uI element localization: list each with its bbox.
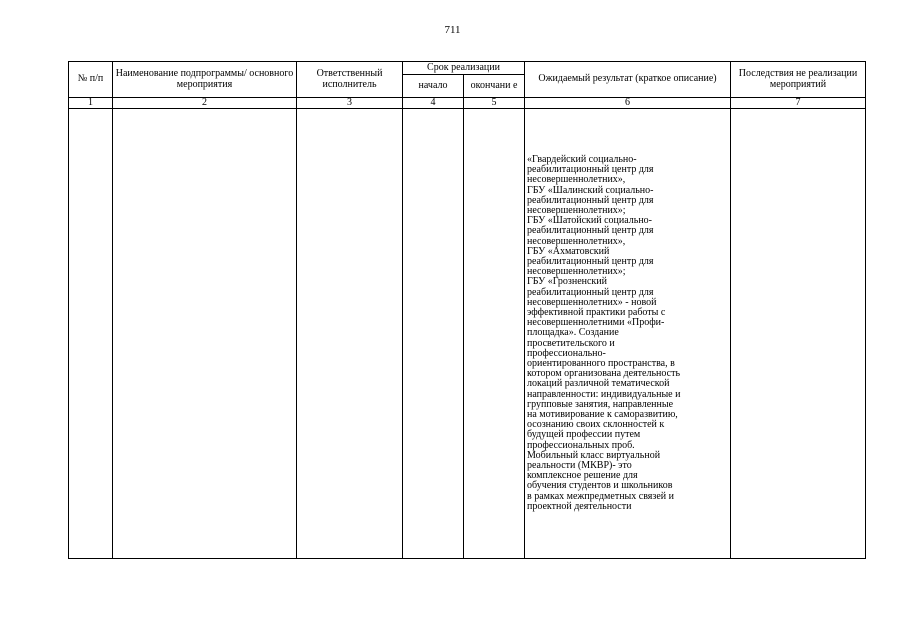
number-cell bbox=[69, 109, 113, 559]
program-activities-table bbox=[68, 61, 866, 559]
consequences-cell bbox=[731, 109, 866, 559]
result-line: реабилитационный центр для bbox=[527, 164, 654, 176]
header-subprogram-name: Наименование подпрограммы/ основного мероприятия bbox=[113, 62, 297, 98]
header-end: окончани е bbox=[464, 75, 525, 98]
header-implementation-term: Срок реализации bbox=[403, 62, 525, 75]
result-line: Мобильный класс виртуальной bbox=[527, 449, 661, 461]
page-number: 711 bbox=[444, 24, 461, 36]
subprogram-name-cell bbox=[113, 109, 297, 559]
result-line: «Гвардейский социально- bbox=[527, 153, 637, 165]
result-line: обучения студентов и школьников bbox=[527, 480, 673, 492]
result-line: несовершеннолетними «Профи- bbox=[527, 317, 665, 329]
result-line: несовершеннолетних» - новой bbox=[527, 296, 657, 308]
result-line: комплексное решение для bbox=[527, 470, 638, 482]
column-number: 1 bbox=[69, 98, 113, 109]
column-number: 5 bbox=[464, 98, 525, 109]
result-line: реабилитационный центр для bbox=[527, 225, 654, 237]
result-line: несовершеннолетних»; bbox=[527, 266, 626, 278]
column-numbers-row bbox=[69, 98, 866, 109]
result-line: несовершеннолетних», bbox=[527, 174, 626, 186]
result-line: направленности: индивидуальные и bbox=[527, 388, 681, 400]
result-line: проектной деятельности bbox=[527, 500, 632, 512]
column-number: 7 bbox=[731, 98, 866, 109]
result-line: групповые занятия, направленные bbox=[527, 398, 674, 410]
result-line: профессиональных проб. bbox=[527, 439, 635, 451]
result-line: котором организована деятельность bbox=[527, 368, 681, 380]
table-row bbox=[69, 109, 866, 559]
header-responsible-executor: Ответственный исполнитель bbox=[297, 62, 403, 98]
result-line: ГБУ «Шалинский социально- bbox=[527, 184, 654, 196]
result-line: площадка». Создание bbox=[527, 327, 619, 339]
result-line: ГБУ «Грозненский bbox=[527, 276, 607, 288]
result-line: локаций различной тематической bbox=[527, 378, 670, 390]
result-line: профессионально- bbox=[527, 347, 606, 359]
result-line: ориентированного пространства, в bbox=[527, 358, 675, 369]
start-cell bbox=[403, 109, 464, 559]
header-consequences: Последствия не реализации мероприятий bbox=[731, 62, 866, 98]
end-cell bbox=[464, 109, 525, 559]
result-line: эффективной практики работы с bbox=[527, 306, 666, 318]
header-expected-result: Ожидаемый результат (краткое описание) bbox=[525, 62, 731, 98]
result-line: несовершеннолетних»; bbox=[527, 204, 626, 216]
result-line: в рамках межпредметных связей и bbox=[527, 490, 674, 502]
header-number: № п/п bbox=[69, 62, 113, 98]
result-line: просветительского и bbox=[527, 337, 615, 349]
result-line: осознанию своих склонностей к bbox=[527, 419, 665, 431]
column-number: 6 bbox=[525, 98, 731, 109]
column-number: 2 bbox=[113, 98, 297, 109]
header-start: начало bbox=[403, 75, 464, 98]
column-number: 4 bbox=[403, 98, 464, 109]
column-number: 3 bbox=[297, 98, 403, 109]
result-line: на мотивирование к саморазвитию, bbox=[527, 409, 678, 421]
result-line: ГБУ «Шатойский социально- bbox=[527, 215, 653, 227]
result-line: ГБУ «Ахматовский bbox=[527, 245, 610, 257]
result-line: реабилитационный центр для bbox=[527, 286, 654, 298]
result-line: несовершеннолетних», bbox=[527, 235, 626, 247]
result-line: реальности (МКВР)- это bbox=[527, 460, 632, 472]
result-line: будущей профессии путем bbox=[527, 429, 641, 441]
result-line: реабилитационный центр для bbox=[527, 194, 654, 206]
result-line: реабилитационный центр для bbox=[527, 255, 654, 267]
expected-result-cell bbox=[525, 109, 731, 559]
responsible-executor-cell bbox=[297, 109, 403, 559]
